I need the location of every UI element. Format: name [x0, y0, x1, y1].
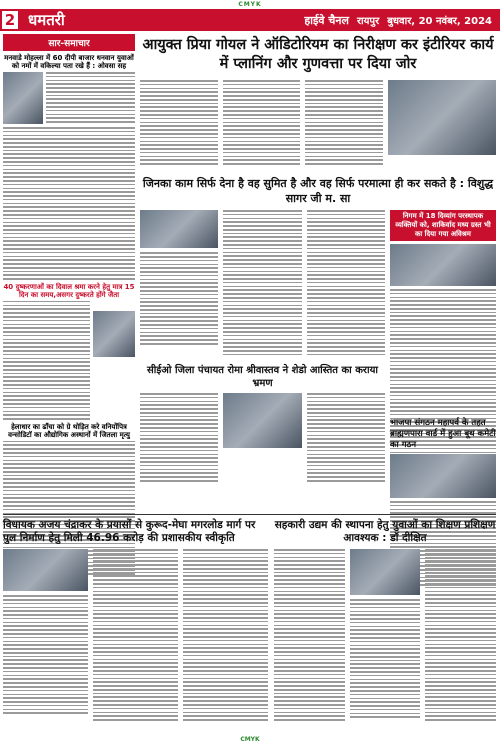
story-4	[140, 364, 385, 488]
saint-photo	[140, 210, 218, 248]
brief-headline: मनवाडे मोहल्ला में 60 दीपी बाजार धनवान युवाओं को नमों में वकिल्या पता रखे हैं : ओवसा सह	[4, 54, 134, 70]
main-headline: आयुक्त प्रिया गोयल ने ऑडिटोरियम का निरीक्षण कर इंटीरियर कार्य में प्लानिंग और गुणवत्ता पर दिया जोर	[142, 37, 494, 72]
story-2-body	[140, 210, 385, 360]
sar-samachar-header: सार-समाचार	[3, 34, 135, 51]
dikshit-photo	[350, 549, 421, 595]
brief-photo	[93, 311, 135, 357]
divider	[3, 514, 496, 515]
headline-4: सीईओ जिला पंचायत रोमा श्रीवास्तव ने शेडो आस्तित का कराया भ्रमण	[147, 365, 378, 389]
headline-6: विधायक अजय चंद्राकर के प्रयासों से कुरूद-मेघा मगरलोड मार्ग पर पुल निर्माण हेतु मिली 46.96 करोड़ की प्रशासकीय स्वीकृति	[3, 519, 256, 544]
headline-5: भाजपा संगठन महापर्व के तहत ब्राह्मणपारा वार्ड में हुआ बूथ कमेटी का गठन	[390, 418, 496, 450]
brief-photo	[3, 72, 43, 124]
city-name: रायपुर	[356, 16, 380, 27]
section-title: धमतरी	[28, 11, 65, 29]
brief-headline: 40 दुष्करणाओं का दिवाल श्रमा करने हेतु मात्र 15 दिन का समय,असगर दुष्करते होंगे जैता	[3, 282, 135, 299]
story-7	[274, 519, 496, 729]
left-column	[3, 34, 135, 575]
paper-name: हाईवे चैनल	[304, 13, 349, 27]
story-6	[3, 519, 268, 729]
brief-headline: हेलाधार का ढाँचा को ग्रे थोड़ित करे वनियोंपित्र वन्सोडिटॉ का औद्योगिक अस्थानों में जितला मृत्यु	[8, 422, 130, 439]
story-3-photo	[390, 244, 496, 286]
auditorium-photo	[388, 80, 497, 155]
headline-2: जिनका काम सिर्फ देना है वह सुमित है और वह सिर्फ परमात्मा ही कर सकते है : विशुद्ध सागर जी म. सा	[142, 177, 494, 205]
cmyk-top-mark: CMYK	[238, 1, 262, 8]
brief-item	[3, 283, 135, 420]
booth-committee-photo	[390, 454, 496, 498]
main-story	[140, 80, 496, 170]
headline-3: निगम में 18 दिव्यांग परस्थापक व्यक्तियों को, शाकिर्वाद मध्य ग्रस्त भी का दिया गया अविश्रम	[390, 210, 496, 241]
page-number: 2	[0, 9, 20, 31]
issue-date: बुधवार, 20 नवंबर, 2024	[387, 16, 492, 27]
story-2	[140, 176, 496, 206]
headline-7: सहकारी उद्यम की स्थापना हेतु युवाओं का शिक्षण प्रशिक्षण आवश्यक : डॉ दीक्षित	[274, 519, 496, 544]
mla-photo	[3, 549, 88, 591]
ceo-visit-photo	[223, 393, 301, 448]
cmyk-bottom-mark: CMYK	[240, 736, 260, 743]
masthead	[0, 9, 500, 31]
brief-item	[3, 54, 135, 280]
masthead-right	[304, 13, 492, 28]
